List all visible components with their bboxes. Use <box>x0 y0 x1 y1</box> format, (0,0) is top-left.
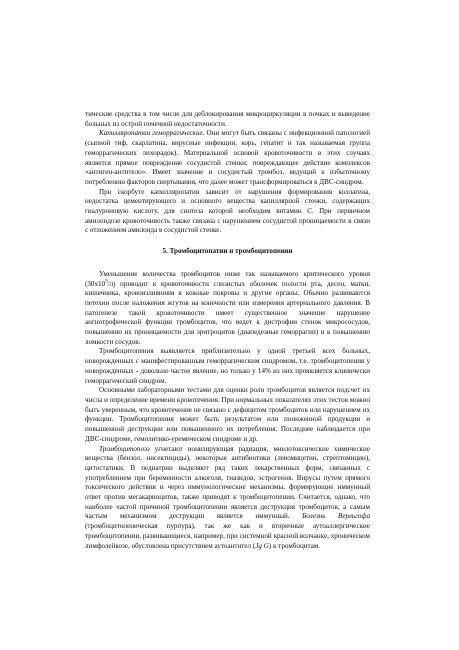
section-heading: 5. Тромбоцитопатии и тромбоцитопении <box>162 247 293 256</box>
paragraph-platelet-count <box>85 270 370 348</box>
term-werlhof: Болезнь Верльгофа <box>302 512 370 521</box>
paragraph-lab-tests: Основными лабораторными тестами для оценки роли тромбоцитов является подсчет их числа и определение времени кровотечения. При нормальных показателях этих тестов можно быть уверенным, что кровотечение не связано с дефицитом тромбоцитов или нарушением их функции. Тромбоцитопения может быть результатом или пониженной продукции и повышенной деструкции или повышенного их потребления. Последнее наблюдается при ДВС-синдроме, гемолитико-уремическом синдроме и др. <box>85 386 370 443</box>
term-igg: Jg G <box>255 541 269 550</box>
paragraph-text: угнетают ионизирующая радиация, миелотоксические химические вещества (бензол, инсектициды), некоторые антибиотики (левомицетин, стрептомицин), цитостатики. В педиатрии выделяют ряд таких лекарственных форм, связанных с употреблением при беременности алкоголя, тиазидов, эстрогенов. Вирусы путем прямого токсического действия и через иммунологические механизмы, формирующие иммунный ответ против мегакариоцитов, также приводят к тромбоцитопении. Считается, однако, что наиболее частой причиной тромбоцитопении является деструкция тромбоцитов, а самым частым механизмом деструкции является иммунный. <box>85 444 370 521</box>
exponent: 9 <box>105 279 108 285</box>
paragraph-text: /л) приводит к кровоточивости слизистых оболочек полости рта, десен, матки, кишечника, кровоизлияниям в кожные покровы и другие органы. Обычно развиваются петехии после наложения жгутов на конечности или измерения артериального давления. В патогенезе такой кровоточивости имеет существенное значение нарушение ангиотрофической функции тромбоцитов, что ведет к дистрофии стенок микрососудов, повышению их проницаемости для эритроцитов (диапедезные геморрагии) и к повышению ломкости сосудов. <box>85 279 370 346</box>
paragraph-thrombocytopoiesis <box>85 445 370 552</box>
paragraph-text: При скорбуте капилляропатия зависит от нарушения формирования коллагена, недостатка цементирующего и основного вещества капиллярной стенки, содержащих гиалуроновую кислоту, для синтеза которой необходим витамин <box>85 187 370 216</box>
paragraph-scurvy <box>85 188 370 237</box>
term-thrombocytopoiesis: Тромбоцитопоэз <box>99 444 150 453</box>
term-capillaropathies: Капилляропатии геморрагические <box>99 129 203 138</box>
paragraph-text: . Они могут быть связаны с инфекционной патологией (сыпной тиф, скарлатина, вирусные инфекции, корь, гепатит и так называемая группа геморрагических лихорадок). Материальной основой кровоточивости в этих случаях является прямое повреждение сосудистой стенки; повреждающее действие комплексов «антиген-антитело». Имеет значение и сосудистый тромбоз, ведущий к избыточному потреблению факторов свертывания, что далее может трансформироваться в ДВС-синдром. <box>85 129 370 186</box>
page-content <box>85 110 370 551</box>
paragraph-newborns: Тромбоцитопения выявляется приблизительно у одной третьей всех больных, новорожденных с манифестированным геморрагическим синдромом, т.е. тромбоцитопения у новорожденных - довольно частое явление, но только у 14% из них проявляется клинически геморрагический синдром. <box>85 347 370 385</box>
paragraph-text: (тромбоцитопеническая пурпура), так же как и вторичные аутоаллергические тромбоцитопении, развивающиеся, например, при системной красной волчанке, хроническом лимфолейкозе, обусловлена присутствием аутоантител ( <box>85 522 370 550</box>
paragraph-text: . При первичном амилоидозе кровоточивость также связана с нарушением сосудистой проницаемости в связи с отложением амилоида в сосудистой стенке. <box>85 207 370 235</box>
vitamin-label: С <box>307 207 312 216</box>
paragraph-text: Уменьшение количества тромбоцитов ниже так называемого критического уровня (30х10 <box>85 269 370 288</box>
paragraph-continuation: тические средства в том числе для деблокирования микроциркуляции в почках и выведение больных из острой почечной недостаточности. <box>85 110 370 128</box>
paragraph-text: ) к тромбоцитам. <box>268 541 321 550</box>
paragraph-capillaropathies <box>85 129 370 187</box>
